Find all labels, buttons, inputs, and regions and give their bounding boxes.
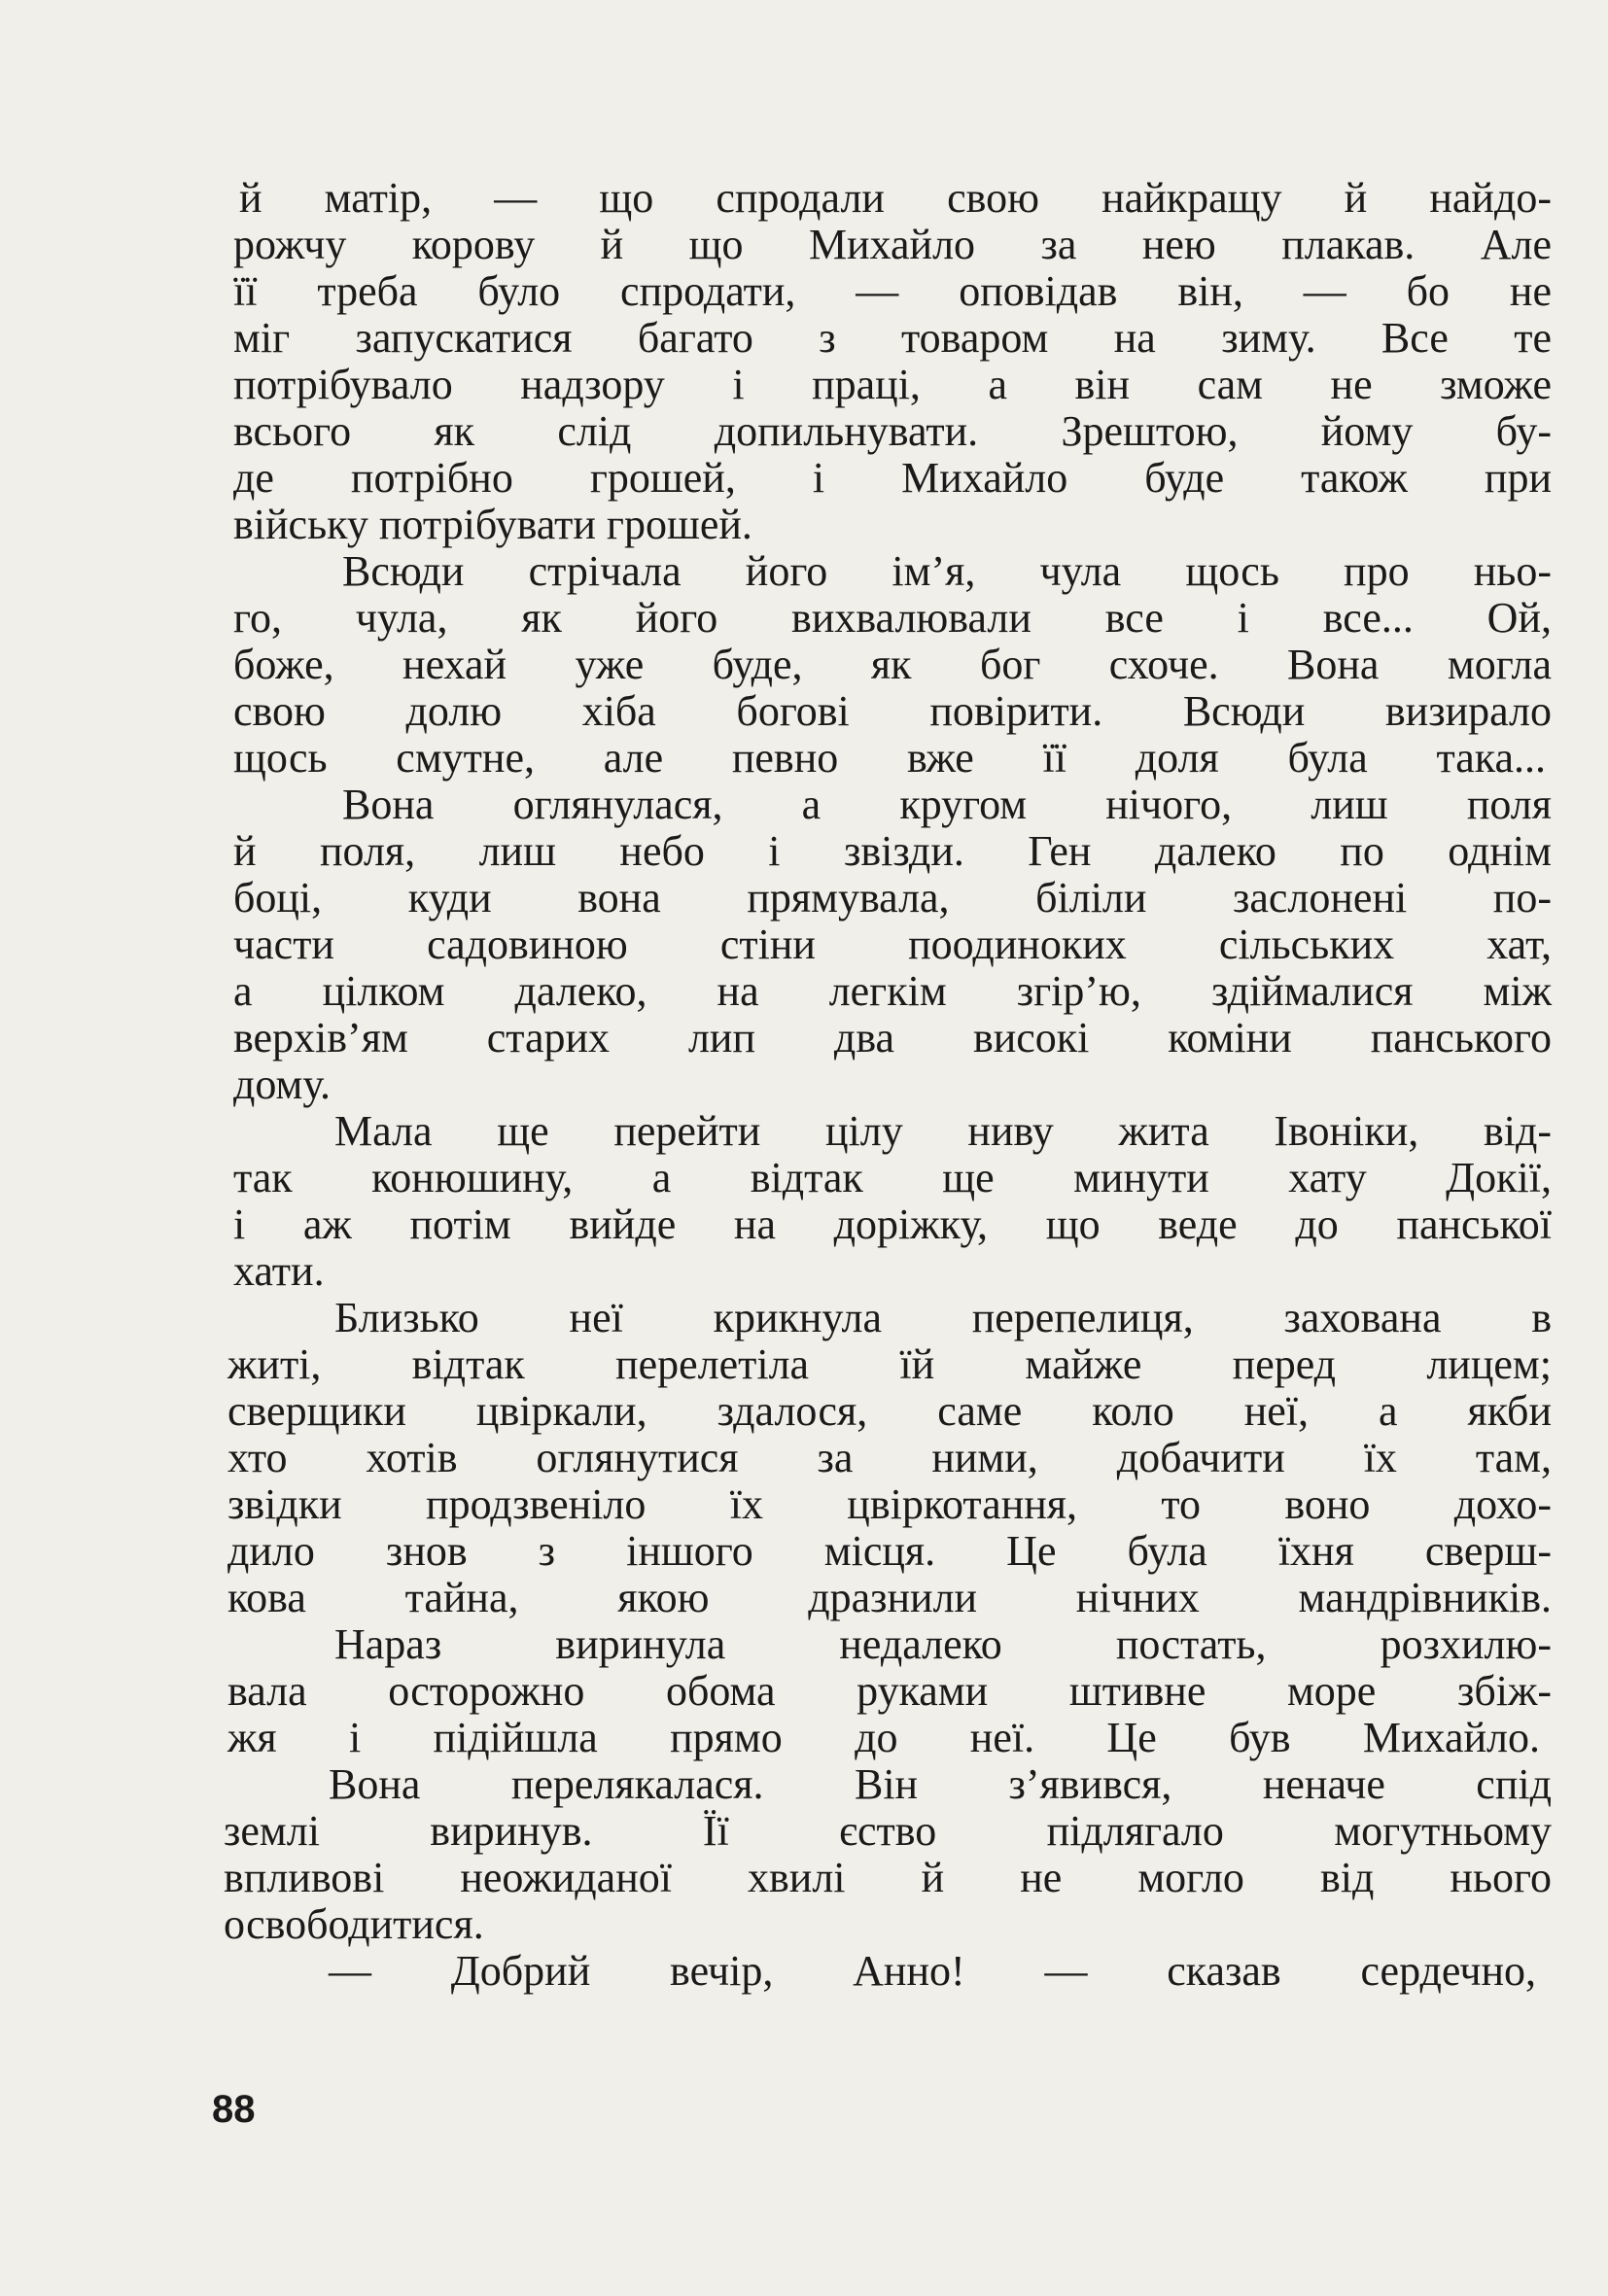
text-line: Нараз виринула недалеко постать, розхилю- [334, 1620, 1552, 1668]
text-line: всього як слід допильнувати. Зрештою, йому бу- [233, 407, 1552, 455]
text-line: Вона перелякалася. Він з’явився, неначе спід [329, 1760, 1552, 1808]
page-number: 88 [212, 2088, 256, 2131]
text-line: а цілком далеко, на легкім згір’ю, здіймалися між [233, 967, 1552, 1015]
text-line: хати. [233, 1247, 325, 1295]
text-line: Близько неї крикнула перепелиця, захована в [334, 1294, 1552, 1341]
text-line: міг запускатися багато з товаром на зиму. Все те [233, 314, 1552, 362]
text-line: освободитися. [224, 1900, 484, 1948]
text-line: й поля, лиш небо і звізди. Ген далеко по однім [233, 827, 1552, 875]
text-line: і аж потім вийде на доріжку, що веде до панської [233, 1200, 1552, 1248]
text-line: Всюди стрічала його ім’я, чула щось про ньо- [342, 547, 1552, 595]
text-line: де потрібно грошей, і Михайло буде також при [233, 454, 1552, 502]
text-line: вала осторожно обома руками штивне море збіж- [227, 1667, 1552, 1715]
text-line: так конюшину, а відтак ще минути хату Докії, [233, 1154, 1552, 1201]
text-line: впливові неожиданої хвилі й не могло від нього [224, 1854, 1552, 1901]
text-line: звідки продзвеніло їх цвіркотання, то воно дохо- [227, 1480, 1552, 1528]
text-line: верхів’ям старих лип два високі коміни панського [233, 1014, 1552, 1061]
text-line: хто хотів оглянутися за ними, добачити їх там, [227, 1434, 1552, 1481]
text-line: дому. [233, 1061, 331, 1108]
text-line: сверщики цвіркали, здалося, саме коло неї, а якби [227, 1387, 1552, 1435]
text-line: потрібувало надзору і праці, а він сам не зможе [233, 361, 1552, 408]
text-line: Мала ще перейти цілу ниву жита Івоніки, від- [334, 1107, 1552, 1155]
text-line: части садовиною стіни поодиноких сільських хат, [233, 921, 1552, 968]
text-line: землі виринув. Її єство підлягало могутньому [224, 1807, 1552, 1855]
text-line: свою долю хіба богові повірити. Всюди визирало [233, 687, 1552, 735]
text-line: Вона оглянулася, а кругом нічого, лиш поля [342, 781, 1552, 828]
text-line: житі, відтак перелетіла їй майже перед лицем; [227, 1340, 1552, 1388]
text-line: боці, куди вона прямувала, біліли заслонені по- [233, 874, 1552, 922]
text-line: й матір, — що спродали свою найкращу й найдо- [239, 174, 1552, 222]
text-line: рожчу корову й що Михайло за нею плакав. Але [233, 221, 1552, 268]
text-line: жя і підійшла прямо до неї. Це був Михайло. [227, 1714, 1540, 1761]
text-line: — Добрий вечір, Анно! — сказав сердечно, [329, 1947, 1536, 1995]
text-line: боже, нехай уже буде, як бог схоче. Вона могла [233, 641, 1552, 688]
text-line: кова тайна, якою дразнили нічних мандрівників. [227, 1574, 1552, 1621]
text-line: щось смутне, але певно вже її доля була така... [233, 734, 1546, 782]
text-line: війську потрібувати грошей. [233, 501, 752, 548]
text-line: го, чула, як його вихвалювали все і все... Ой, [233, 594, 1552, 642]
text-line: дило знов з іншого місця. Це була їхня сверш- [227, 1527, 1552, 1575]
text-line: її треба було спродати, — оповідав він, — бо не [233, 267, 1552, 315]
